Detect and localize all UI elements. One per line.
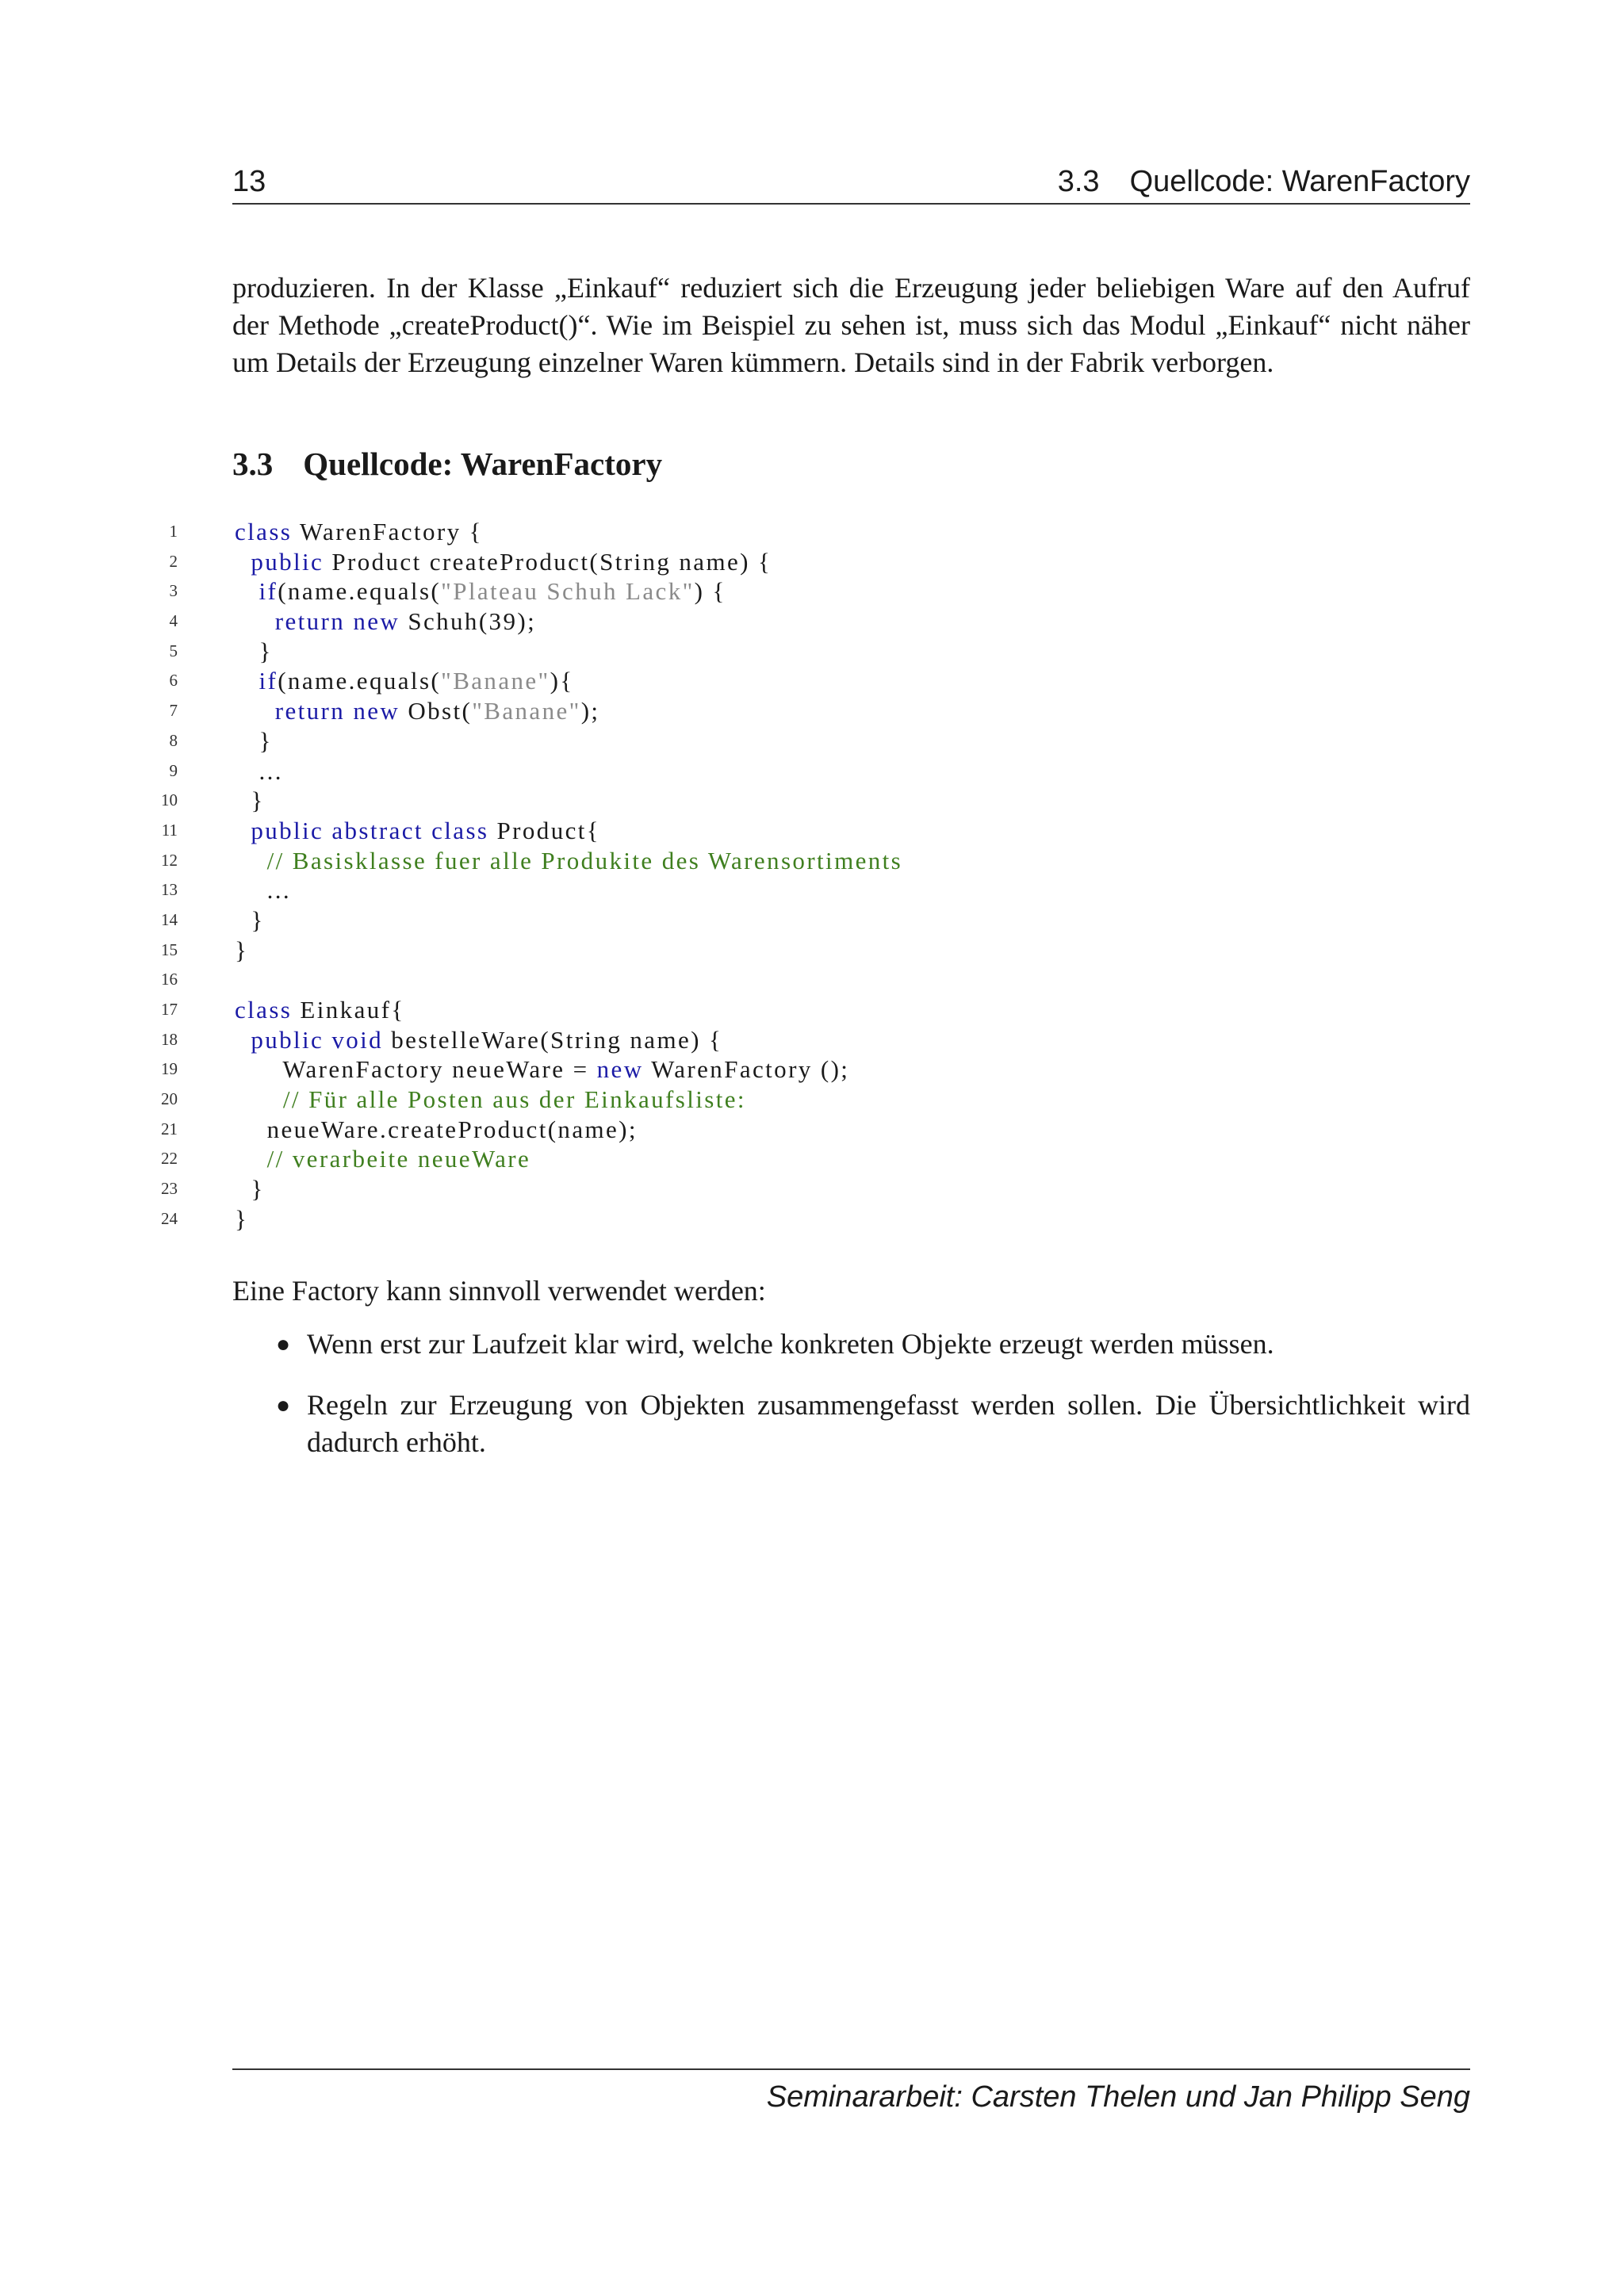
code-line: [151, 637, 1470, 667]
line-number: 21: [161, 1119, 178, 1138]
line-number: 22: [161, 1149, 178, 1169]
code-keyword: class: [431, 816, 489, 844]
section-heading: [232, 444, 662, 484]
code-token: ...: [266, 876, 292, 905]
code-text: [235, 576, 726, 607]
code-token: [324, 1026, 331, 1054]
code-string: "Banane": [441, 667, 550, 695]
code-line: [151, 995, 1470, 1025]
code-line: [151, 816, 1470, 846]
code-line: [151, 1144, 1470, 1174]
code-keyword: class: [235, 518, 293, 545]
code-token: Obst(: [400, 697, 473, 725]
code-listing: [151, 517, 1470, 1234]
code-keyword: if: [259, 577, 278, 606]
paragraph-line: produzieren. In der Klasse „Einkauf“ reduziert sich die Erzeugung jeder beliebigen Ware auf den Aufruf: [232, 272, 1470, 304]
code-text: [235, 637, 273, 667]
line-number: 13: [161, 880, 178, 900]
code-keyword: public: [251, 816, 324, 844]
code-token: ){: [550, 667, 574, 695]
line-number: 17: [161, 1000, 178, 1019]
code-token: (name.equals(: [278, 577, 442, 606]
code-text: [235, 875, 291, 905]
code-text: [235, 1054, 849, 1085]
header-rule: [232, 203, 1470, 205]
code-token: WarenFactory ();: [643, 1055, 850, 1084]
code-text: [235, 1085, 746, 1115]
line-number: 5: [169, 641, 178, 660]
code-token: Product{: [488, 816, 601, 844]
code-token: }: [251, 1175, 265, 1203]
line-number: 10: [161, 790, 178, 810]
code-line: [151, 1054, 1470, 1085]
line-number: 15: [161, 939, 178, 959]
list-item-text: [307, 1387, 1470, 1461]
code-keyword: new: [353, 697, 400, 725]
code-text: [235, 1144, 530, 1174]
code-text: [235, 786, 265, 816]
section-number: 3.3: [232, 446, 274, 482]
code-keyword: new: [596, 1055, 644, 1084]
code-line: [151, 756, 1470, 786]
line-number: 14: [161, 909, 178, 929]
code-text: [235, 666, 574, 696]
code-text: [235, 547, 772, 577]
code-line: [151, 666, 1470, 696]
code-string: "Plateau Schuh Lack": [441, 577, 695, 606]
code-text: [235, 756, 283, 786]
code-line: [151, 786, 1470, 816]
line-number: 19: [161, 1059, 178, 1079]
code-token: WarenFactory {: [292, 518, 483, 545]
code-text: [235, 936, 248, 966]
code-token: }: [235, 936, 249, 964]
code-line: [151, 696, 1470, 726]
line-number: 20: [161, 1089, 178, 1109]
running-header-title: Quellcode: WarenFactory: [1129, 165, 1470, 198]
code-token: );: [580, 697, 600, 725]
running-header: [1058, 163, 1470, 200]
code-string: "Banane": [472, 697, 581, 725]
code-keyword: return: [274, 697, 346, 725]
code-token: bestelleWare(String name) {: [383, 1025, 723, 1054]
line-number: 16: [161, 970, 178, 989]
list-item: [232, 1387, 1470, 1461]
code-keyword: if: [259, 667, 278, 695]
code-line: [151, 726, 1470, 756]
line-number: 4: [169, 611, 178, 631]
code-text: [235, 607, 536, 637]
code-line: [151, 846, 1470, 876]
code-text: [235, 995, 405, 1025]
code-token: }: [251, 905, 265, 934]
code-token: [345, 697, 353, 725]
code-keyword: void: [331, 1025, 384, 1054]
code-line: [151, 1204, 1470, 1234]
code-text: [235, 726, 273, 756]
code-keyword: public: [251, 1025, 324, 1054]
bullet-icon: ●: [276, 1331, 291, 1357]
code-line: [151, 517, 1470, 547]
code-token: }: [259, 637, 273, 665]
section-title: Quellcode: WarenFactory: [303, 446, 663, 482]
list-item-line: Regeln zur Erzeugung von Objekten zusammengefasst werden sollen. Die Übersichtlichkeit wird: [307, 1389, 1470, 1421]
line-number: 23: [161, 1179, 178, 1199]
code-text: [235, 1174, 265, 1204]
line-number: 8: [169, 730, 178, 750]
code-line: [151, 965, 1470, 995]
line-number: 1: [169, 522, 178, 541]
code-token: Schuh(39);: [400, 607, 537, 636]
paragraph-line: der Methode „createProduct()“. Wie im Beispiel zu sehen ist, muss sich das Modul „Einkauf“ nicht näher: [232, 309, 1470, 341]
code-text: [235, 517, 483, 547]
code-token: Product createProduct(String name) {: [324, 547, 772, 576]
list-item-line: dadurch erhöht.: [307, 1426, 486, 1458]
line-number: 18: [161, 1029, 178, 1049]
code-token: }: [251, 786, 265, 815]
line-number: 3: [169, 581, 178, 601]
paragraph-line: um Details der Erzeugung einzelner Waren kümmern. Details sind in der Fabrik verborgen.: [232, 346, 1274, 378]
code-token: }: [235, 1204, 249, 1233]
code-line: [151, 936, 1470, 966]
code-text: [235, 1115, 638, 1145]
code-line: [151, 905, 1470, 936]
code-line: [151, 1085, 1470, 1115]
code-text: [235, 696, 599, 726]
line-number: 6: [169, 671, 178, 691]
bullet-icon: ●: [276, 1392, 291, 1418]
code-comment: // Basisklasse fuer alle Produkite des Warensortiments: [266, 846, 903, 874]
code-comment: // Für alle Posten aus der Einkaufsliste:: [282, 1085, 746, 1114]
code-line: [151, 1174, 1470, 1204]
line-number: 11: [161, 820, 178, 840]
line-number: 7: [169, 701, 178, 721]
code-text: [235, 816, 600, 846]
usage-intro: Eine Factory kann sinnvoll verwendet werden:: [232, 1275, 766, 1307]
code-token: [423, 817, 431, 844]
code-token: [324, 817, 331, 844]
page-number: 13: [232, 165, 266, 198]
running-header-number: 3.3: [1057, 165, 1100, 198]
code-token: }: [259, 726, 273, 755]
code-text: [235, 905, 265, 936]
list-item: [232, 1326, 1470, 1363]
list-item-line: Wenn erst zur Laufzeit klar wird, welche konkreten Objekte erzeugt werden müssen.: [307, 1328, 1274, 1360]
list-item-text: [307, 1326, 1470, 1363]
code-token: Einkauf{: [292, 996, 405, 1024]
code-token: neueWare.createProduct(name);: [266, 1115, 638, 1143]
code-line: [151, 547, 1470, 577]
intro-paragraph: [232, 270, 1470, 381]
line-number: 2: [169, 551, 178, 571]
code-token: ) {: [694, 577, 726, 606]
footer-rule: [232, 2068, 1470, 2070]
usage-list: [232, 1326, 1470, 1485]
code-token: [345, 607, 353, 635]
line-number: 9: [169, 760, 178, 780]
code-keyword: abstract: [331, 816, 423, 844]
code-keyword: public: [251, 547, 324, 576]
code-token: (name.equals(: [278, 667, 442, 695]
code-keyword: class: [235, 996, 293, 1024]
code-token: ...: [259, 756, 283, 785]
code-line: [151, 607, 1470, 637]
code-text: [235, 1025, 722, 1055]
code-text: [235, 846, 902, 876]
code-keyword: return: [274, 607, 346, 636]
code-keyword: new: [353, 607, 400, 636]
code-comment: // verarbeite neueWare: [266, 1145, 531, 1173]
code-text: [235, 1204, 248, 1234]
code-line: [151, 875, 1470, 905]
code-line: [151, 1025, 1470, 1055]
footer-credit: Seminararbeit: Carsten Thelen und Jan Philipp Seng: [766, 2080, 1470, 2114]
code-line: [151, 1115, 1470, 1145]
line-number: 12: [161, 850, 178, 870]
code-line: [151, 576, 1470, 607]
line-number: 24: [161, 1208, 178, 1228]
code-token: WarenFactory neueWare =: [282, 1055, 597, 1084]
